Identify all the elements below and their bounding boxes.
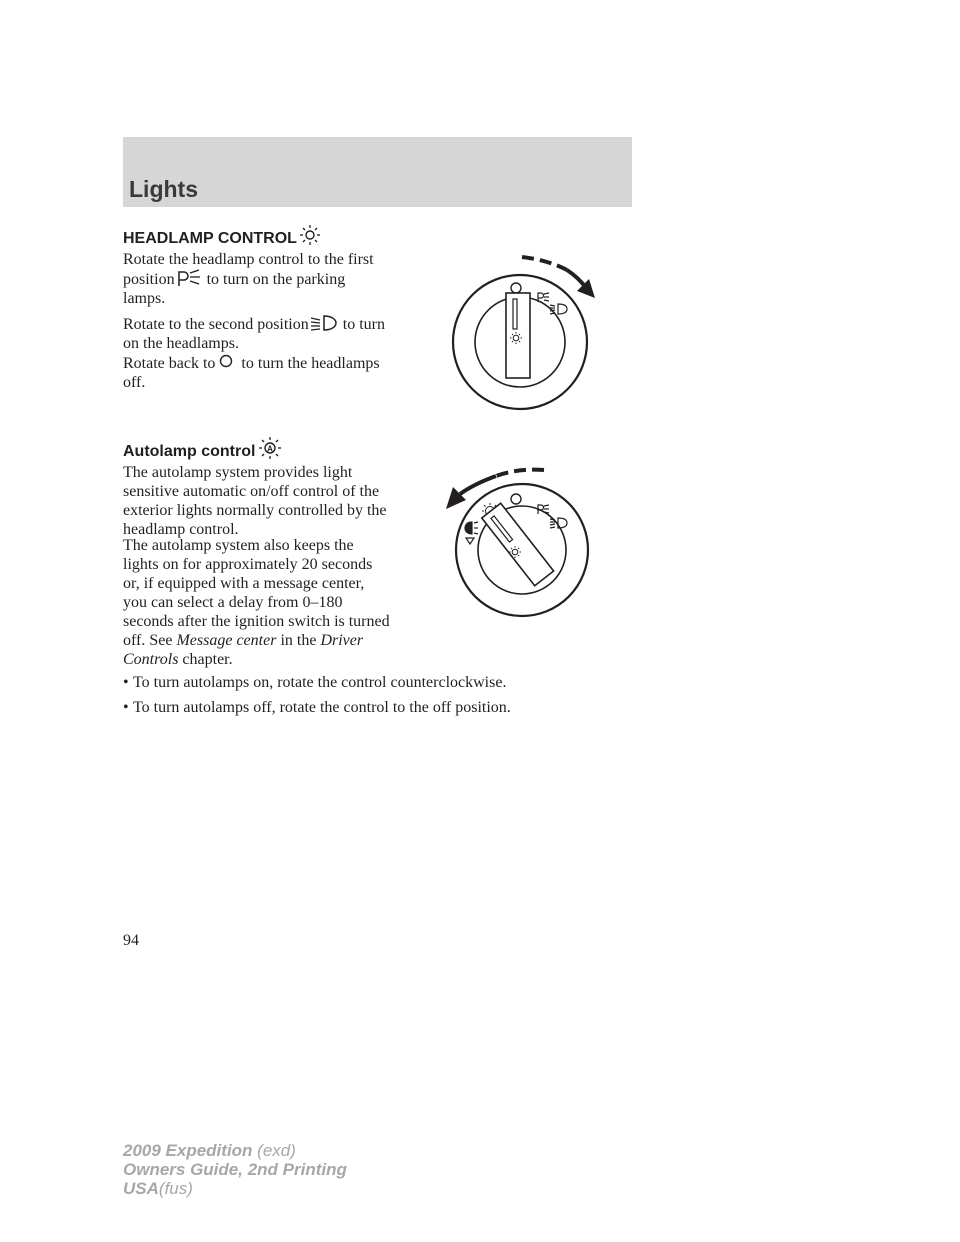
autolamp-icon xyxy=(258,435,282,459)
autolamp-p2-end: chapter. xyxy=(182,651,233,668)
headlamp-p3-a: Rotate back to xyxy=(123,355,216,372)
footer-market-code: (fus) xyxy=(158,1179,193,1198)
bullet-item xyxy=(123,698,511,717)
low-beam-icon xyxy=(309,314,339,332)
autolamp-paragraph-2 xyxy=(123,536,391,669)
section-title: Lights xyxy=(129,176,198,202)
low-beam-mark xyxy=(550,518,567,528)
autolamp-p2-a: The autolamp system also keeps the lights on for approximately 20 seconds or, if equipped with a message center, you can select a delay from 0–180 seconds after the ignition switch is turned off. See xyxy=(123,537,390,649)
parking-lamp-icon xyxy=(175,269,203,287)
footer-printing: Owners Guide, 2nd Printing xyxy=(123,1160,347,1179)
footer-imprint xyxy=(123,1141,347,1198)
headlamp-heading xyxy=(123,223,321,248)
headlamp-p3-b: to turn the headlamps off. xyxy=(123,355,380,391)
headlamp-p2-b: to turn on the headlamps. xyxy=(123,316,385,352)
driver-controls-reference: Driver Controls xyxy=(123,632,364,668)
bullet-item xyxy=(123,673,506,692)
autolamp-heading-text: Autolamp control xyxy=(123,443,256,460)
headlamp-heading-text: HEADLAMP CONTROL xyxy=(123,230,297,247)
section-band xyxy=(123,137,632,207)
autolamp-heading xyxy=(123,435,282,461)
low-beam-mark xyxy=(550,304,567,314)
autolamp-paragraph-1: The autolamp system provides light sensitive automatic on/off control of the exterior lights normally controlled by the headlamp control. xyxy=(123,464,387,538)
footer-model: 2009 Expedition xyxy=(123,1141,253,1160)
footer-market: USA xyxy=(123,1179,159,1198)
autolamp-switch-figure xyxy=(438,452,618,630)
headlamp-p1-b: to turn on the parking lamps. xyxy=(123,271,346,307)
headlamp-p2-a: Rotate to the second position xyxy=(123,316,309,333)
page-number: 94 xyxy=(123,932,139,949)
footer-model-code: (exd) xyxy=(257,1141,296,1160)
bullet-dot: • xyxy=(123,674,129,691)
headlamp-p1-a: Rotate the headlamp control to the first position xyxy=(123,251,374,288)
headlamp-sun-icon xyxy=(299,223,321,245)
off-circle-icon xyxy=(215,353,237,371)
bullet-text: To turn autolamps off, rotate the control to the off position. xyxy=(133,699,511,716)
svg-text:A: A xyxy=(267,444,274,454)
headlamp-paragraph-3 xyxy=(123,353,391,392)
message-center-reference: Message center xyxy=(176,632,277,649)
bullet-text: To turn autolamps on, rotate the control counterclockwise. xyxy=(133,674,507,691)
bullet-dot: • xyxy=(123,699,129,716)
parking-lamp-mark xyxy=(538,505,549,514)
fog-lamp-mark xyxy=(465,522,478,544)
headlamp-switch-figure xyxy=(440,240,620,420)
headlamp-paragraph-2 xyxy=(123,314,391,353)
headlamp-paragraph-1 xyxy=(123,250,391,308)
autolamp-p2-mid: in the xyxy=(280,632,317,649)
